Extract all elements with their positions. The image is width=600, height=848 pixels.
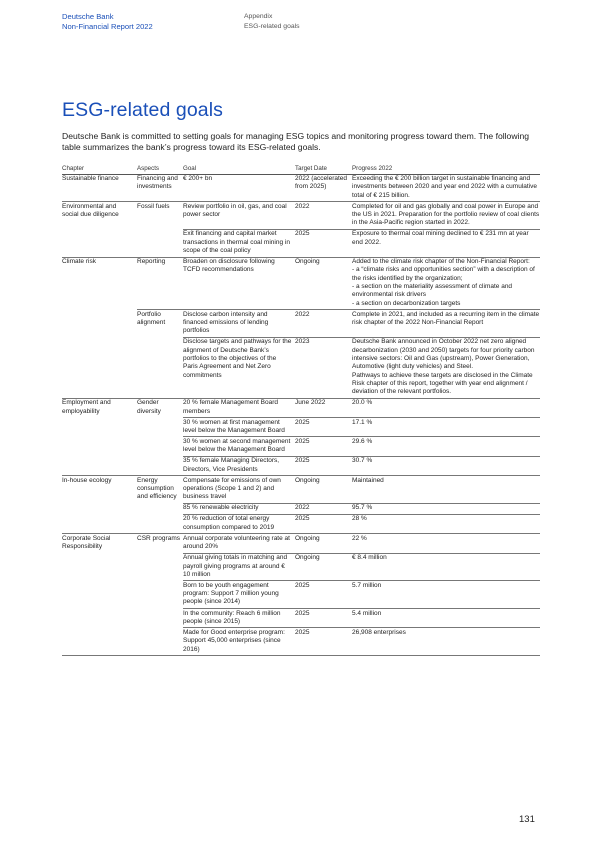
- chapter-cell: [62, 608, 137, 627]
- target-date-cell: 2025: [295, 628, 352, 656]
- goal-cell: 35 % female Managing Directors, Directors, Vice Presidents: [183, 456, 295, 475]
- table-row: [62, 608, 540, 627]
- progress-cell: Completed for oil and gas globally and coal power in Europe and the US in 2021. Preparation for the portfolio review of coal clients in the Asia-Pacific region started in 2022.: [352, 202, 540, 230]
- target-date-cell: 2022 (accelerated from 2025): [295, 174, 352, 202]
- chapter-cell: [62, 437, 137, 456]
- table-row: [62, 202, 540, 230]
- aspects-cell: Fossil fuels: [137, 202, 170, 210]
- goal-cell: Annual giving totals in matching and payroll giving programs at around € 10 million: [183, 553, 295, 581]
- goal-cell: Compensate for emissions of own operations (Scope 1 and 2) and business travel: [183, 476, 295, 504]
- column-header-goal: Goal: [183, 163, 295, 174]
- goal-cell: Exit financing and capital market transactions in thermal coal mining in scope of the coal policy: [183, 229, 295, 257]
- chapter-cell: [62, 310, 137, 338]
- progress-cell: Maintained: [352, 476, 540, 504]
- aspects-cell: Gender diversity: [137, 399, 161, 415]
- target-date-cell: June 2022: [295, 398, 352, 417]
- table-body: [62, 174, 540, 656]
- subsection-name: ESG-related goals: [244, 22, 300, 30]
- table-row: [62, 337, 540, 398]
- table-row: [62, 456, 540, 475]
- aspects-cell: Portfolio alignment: [137, 310, 166, 326]
- table-row: [62, 514, 540, 533]
- report-name: Non-Financial Report 2022: [62, 22, 153, 31]
- intro-paragraph: Deutsche Bank is committed to setting goals for managing ESG topics and monitoring progress toward them. The following table summarizes the bank’s progress toward its ESG-related goals.: [62, 131, 530, 152]
- goal-cell: 30 % women at first management level below the Management Board: [183, 417, 295, 436]
- table-row: [62, 437, 540, 456]
- target-date-cell: 2025: [295, 456, 352, 475]
- progress-cell: Added to the climate risk chapter of the Non-Financial Report: - a “climate risks and opportunities section” with a description of the risks identified by the organization; - a section on the materiality assessment of climate and environmental risk drivers - a section on decarbonization targets: [352, 257, 540, 310]
- goal-cell: Annual corporate volunteering rate at around 20%: [183, 534, 295, 553]
- page-title: ESG-related goals: [62, 99, 224, 121]
- target-date-cell: Ongoing: [295, 553, 352, 581]
- goal-cell: In the community: Reach 6 million people (since 2015): [183, 608, 295, 627]
- target-date-cell: 2025: [295, 514, 352, 533]
- chapter-cell: [62, 553, 137, 581]
- chapter-cell: Employment and employability: [62, 399, 111, 415]
- target-date-cell: 2025: [295, 417, 352, 436]
- table-row: [62, 628, 540, 656]
- aspects-cell: [137, 628, 183, 656]
- company-name: Deutsche Bank: [62, 12, 114, 21]
- chapter-cell: Environmental and social due diligence: [62, 202, 119, 219]
- table-row: [62, 174, 540, 202]
- table-row: [62, 417, 540, 436]
- chapter-cell: Climate risk: [62, 258, 96, 266]
- table-header-row: [62, 163, 540, 174]
- progress-cell: 30.7 %: [352, 456, 540, 475]
- aspects-cell: [137, 417, 183, 436]
- target-date-cell: Ongoing: [295, 534, 352, 553]
- aspects-cell: [137, 456, 183, 475]
- progress-cell: 26,908 enterprises: [352, 628, 540, 656]
- page-header-left: [62, 12, 153, 32]
- goal-cell: Disclose carbon intensity and financed emissions of lending portfolios: [183, 310, 295, 338]
- esg-goals-table: [62, 163, 540, 656]
- chapter-cell: In-house ecology: [62, 476, 112, 484]
- chapter-cell: [62, 628, 137, 656]
- target-date-cell: 2023: [295, 337, 352, 398]
- column-header-progress: Progress 2022: [352, 163, 540, 174]
- progress-cell: 28 %: [352, 514, 540, 533]
- goal-cell: 20 % female Management Board members: [183, 398, 295, 417]
- goal-cell: Review portfolio in oil, gas, and coal power sector: [183, 202, 295, 230]
- progress-cell: 5.4 million: [352, 608, 540, 627]
- page-header-right: [244, 12, 300, 31]
- aspects-cell: Energy consumption and efficiency: [137, 476, 177, 501]
- target-date-cell: 2025: [295, 608, 352, 627]
- target-date-cell: 2025: [295, 229, 352, 257]
- target-date-cell: 2022: [295, 310, 352, 338]
- progress-cell: 5.7 million: [352, 581, 540, 609]
- table-row: [62, 534, 540, 553]
- goal-cell: 20 % reduction of total energy consumption compared to 2019: [183, 514, 295, 533]
- aspects-cell: [137, 337, 183, 398]
- aspects-cell: [137, 581, 183, 609]
- table-row: [62, 553, 540, 581]
- chapter-cell: [62, 503, 137, 514]
- aspects-cell: Reporting: [137, 257, 183, 310]
- table-row: [62, 476, 540, 504]
- goal-cell: 30 % women at second management level below the Management Board: [183, 437, 295, 456]
- goal-cell: 85 % renewable electricity: [183, 503, 295, 514]
- progress-cell: 22 %: [352, 534, 540, 553]
- progress-cell: 20.0 %: [352, 398, 540, 417]
- chapter-cell: [62, 337, 137, 398]
- column-header-chapter: Chapter: [62, 163, 137, 174]
- table-row: [62, 581, 540, 609]
- progress-cell: Exposure to thermal coal mining declined to € 231 mn at year end 2022.: [352, 229, 540, 257]
- chapter-cell: Corporate Social Responsibility: [62, 534, 111, 551]
- aspects-cell: Financing and investments: [137, 174, 183, 202]
- progress-cell: Exceeding the € 200 billion target in sustainable financing and investments between 2020 and year end 2022 with a cumulative total of € 215 billion.: [352, 174, 540, 202]
- goal-cell: Born to be youth engagement program: Support 7 million young people (since 2014): [183, 581, 295, 609]
- column-header-aspects: Aspects: [137, 163, 183, 174]
- chapter-cell: [62, 456, 137, 475]
- progress-cell: Complete in 2021, and included as a recurring item in the climate risk chapter of the 2022 Non-Financial Report: [352, 310, 540, 338]
- chapter-cell: [62, 514, 137, 533]
- progress-cell: 17.1 %: [352, 417, 540, 436]
- table-row: [62, 257, 540, 310]
- target-date-cell: 2022: [295, 202, 352, 230]
- aspects-cell: [137, 229, 183, 257]
- chapter-cell: [62, 417, 137, 436]
- chapter-cell: [62, 581, 137, 609]
- column-header-target-date: Target Date: [295, 163, 352, 174]
- progress-cell: Deutsche Bank announced in October 2022 net zero aligned decarbonization (2030 and 2050) targets for four priority carbon intensive sectors: Oil and Gas (upstream), Power Generation, Automotive (light duty vehicles) and Steel. Pathways to achieve these targets are disclosed in the Climate Risk chapter of this report, together with year end alignment / deviation of the relevant portfolios.: [352, 337, 540, 398]
- page-number: 131: [519, 814, 535, 825]
- chapter-cell: [62, 229, 137, 257]
- table-row: [62, 503, 540, 514]
- aspects-cell: [137, 514, 183, 533]
- progress-cell: € 8.4 million: [352, 553, 540, 581]
- goal-cell: € 200+ bn: [183, 174, 295, 202]
- aspects-cell: [137, 608, 183, 627]
- progress-cell: 29.6 %: [352, 437, 540, 456]
- goal-cell: Made for Good enterprise program: Support 45,000 enterprises (since 2016): [183, 628, 295, 656]
- goal-cell: Disclose targets and pathways for the alignment of Deutsche Bank’s portfolios to the objectives of the Paris Agreement and Net Zero commitments: [183, 337, 295, 398]
- table-row: [62, 229, 540, 257]
- progress-cell: 95.7 %: [352, 503, 540, 514]
- table-row: [62, 398, 540, 417]
- aspects-cell: CSR programs: [137, 534, 180, 542]
- section-name: Appendix: [244, 13, 273, 20]
- goal-cell: Broaden on disclosure following TCFD recommendations: [183, 257, 295, 310]
- target-date-cell: Ongoing: [295, 476, 352, 504]
- table-row: [62, 310, 540, 338]
- target-date-cell: Ongoing: [295, 257, 352, 310]
- target-date-cell: 2025: [295, 581, 352, 609]
- aspects-cell: [137, 503, 183, 514]
- target-date-cell: 2025: [295, 437, 352, 456]
- aspects-cell: [137, 437, 183, 456]
- chapter-cell: Sustainable finance: [62, 174, 137, 202]
- aspects-cell: [137, 553, 183, 581]
- target-date-cell: 2022: [295, 503, 352, 514]
